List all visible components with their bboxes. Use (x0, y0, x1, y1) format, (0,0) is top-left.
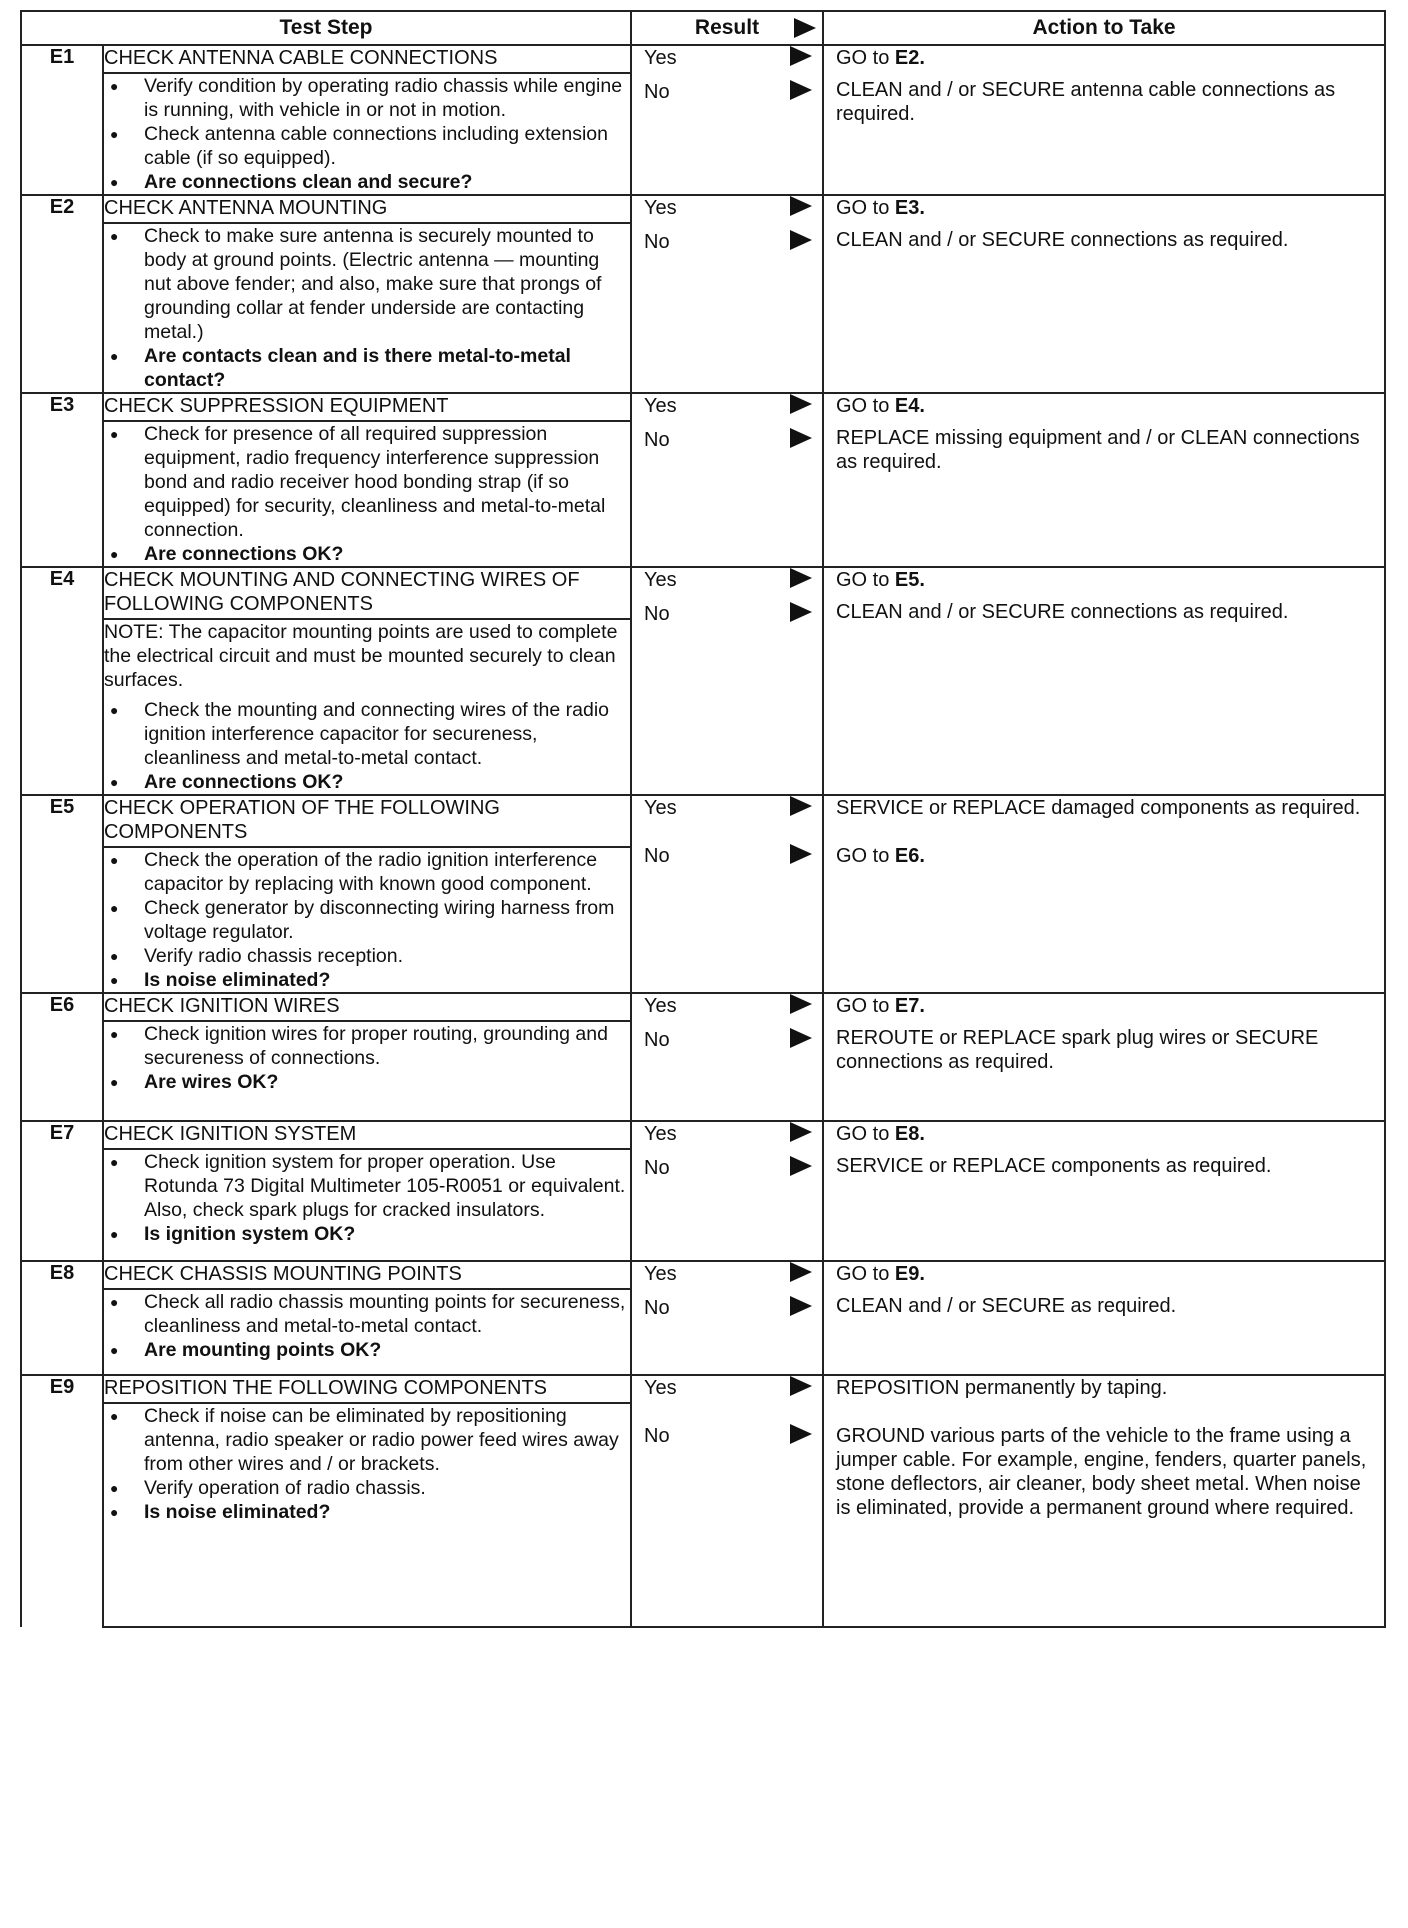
arrow-icon (790, 394, 812, 414)
result-no (632, 1028, 822, 1062)
action-yes (824, 1262, 1384, 1286)
step-body (103, 223, 631, 393)
action-no-text: CLEAN and / or SECURE antenna cable connections as required. (836, 79, 1336, 125)
step-question: ● Is ignition system OK? (104, 1222, 630, 1246)
action-yes-target: E2. (894, 47, 925, 69)
result-yes-label: Yes (644, 995, 677, 1017)
arrow-icon (790, 1424, 812, 1444)
arrow-icon (790, 602, 812, 622)
result-no-label: No (644, 1425, 670, 1447)
action-yes-text: GO to (836, 1263, 890, 1285)
action-cell (823, 195, 1385, 393)
action-no (824, 1154, 1384, 1178)
action-no-text: SERVICE or REPLACE components as required. (836, 1155, 1272, 1177)
result-no (632, 602, 822, 636)
step-id: E7 (21, 1121, 103, 1261)
arrow-icon (790, 844, 812, 864)
action-yes-target: E9. (894, 1263, 925, 1285)
result-no (632, 230, 822, 264)
result-cell (631, 993, 823, 1121)
result-no (632, 80, 822, 114)
action-yes (824, 394, 1384, 418)
action-yes (824, 1376, 1384, 1416)
result-cell (631, 393, 823, 567)
arrow-icon (790, 568, 812, 588)
list-item: ● Check for presence of all required suppression equipment, radio frequency interference suppression bond and radio receiver hood bonding strap (if so equipped) for security, cleanliness and metal-to-metal connection. (104, 422, 630, 542)
result-yes-label: Yes (644, 47, 677, 69)
action-yes-text: GO to (836, 197, 890, 219)
arrow-icon (794, 18, 816, 38)
step-head-row (21, 393, 1385, 421)
action-yes-text: GO to (836, 47, 890, 69)
result-yes (632, 1376, 822, 1424)
action-no (824, 1294, 1384, 1318)
result-no-label: No (644, 1297, 670, 1319)
step-head-row (21, 1375, 1385, 1403)
action-yes-target: E8. (894, 1123, 925, 1145)
action-yes-target: E4. (894, 395, 925, 417)
step-body (103, 73, 631, 195)
result-cell (631, 567, 823, 795)
result-no-label: No (644, 1029, 670, 1051)
action-no-text: REPLACE missing equipment and / or CLEAN connections as required. (836, 427, 1360, 473)
step-body (103, 1149, 631, 1261)
action-yes-text: GO to (836, 395, 890, 417)
step-head-row (21, 1121, 1385, 1149)
action-yes-target: E3. (894, 197, 925, 219)
action-cell (823, 1121, 1385, 1261)
result-cell (631, 1261, 823, 1375)
step-body (103, 847, 631, 993)
list-item: ● Verify operation of radio chassis. (104, 1476, 630, 1500)
result-no-label: No (644, 81, 670, 103)
action-cell (823, 993, 1385, 1121)
step-head-row (21, 195, 1385, 223)
result-yes (632, 994, 822, 1028)
result-yes-label: Yes (644, 1377, 677, 1399)
diagnostic-table (20, 10, 1386, 1628)
step-body (103, 1289, 631, 1375)
list-item: ● Verify radio chassis reception. (104, 944, 630, 968)
step-title: CHECK OPERATION OF THE FOLLOWING COMPONENTS (103, 795, 631, 847)
action-cell (823, 1261, 1385, 1375)
step-id: E6 (21, 993, 103, 1121)
action-cell (823, 567, 1385, 795)
arrow-icon (790, 1122, 812, 1142)
action-no (824, 844, 1384, 868)
step-head-row (21, 993, 1385, 1021)
list-item: ● Check ignition wires for proper routing, grounding and secureness of connections. (104, 1022, 630, 1070)
action-yes-target: E7. (894, 995, 925, 1017)
step-id: E3 (21, 393, 103, 567)
action-yes-target: E5. (894, 569, 925, 591)
result-yes (632, 394, 822, 428)
step-question: ● Is noise eliminated? (104, 1500, 630, 1524)
step-title: CHECK IGNITION SYSTEM (103, 1121, 631, 1149)
action-no (824, 1424, 1384, 1520)
action-no (824, 426, 1384, 474)
result-cell (631, 195, 823, 393)
result-no-label: No (644, 429, 670, 451)
result-yes-label: Yes (644, 395, 677, 417)
result-no-label: No (644, 845, 670, 867)
step-question: ● Are mounting points OK? (104, 1338, 630, 1362)
result-no (632, 1424, 822, 1458)
step-bullets (104, 422, 630, 566)
result-no-label: No (644, 1157, 670, 1179)
result-yes-label: Yes (644, 569, 677, 591)
list-item: ● Verify condition by operating radio chassis while engine is running, with vehicle in or not in motion. (104, 74, 630, 122)
step-id: E4 (21, 567, 103, 795)
step-head-row (21, 795, 1385, 847)
list-item: ● Check antenna cable connections including extension cable (if so equipped). (104, 122, 630, 170)
result-yes-label: Yes (644, 797, 677, 819)
step-bullets (104, 1022, 630, 1094)
action-yes-text: SERVICE or REPLACE damaged components as required. (836, 797, 1361, 819)
action-cell (823, 795, 1385, 993)
step-body (103, 1021, 631, 1121)
step-bullets (104, 698, 630, 794)
step-id: E1 (21, 45, 103, 195)
action-no (824, 228, 1384, 252)
arrow-icon (790, 1296, 812, 1316)
arrow-icon (790, 994, 812, 1014)
step-title: CHECK CHASSIS MOUNTING POINTS (103, 1261, 631, 1289)
action-yes (824, 994, 1384, 1018)
table-header-row (21, 11, 1385, 45)
arrow-icon (790, 428, 812, 448)
header-action: Action to Take (823, 11, 1385, 45)
action-yes-text: GO to (836, 995, 890, 1017)
step-bullets (104, 74, 630, 194)
step-id: E2 (21, 195, 103, 393)
step-question: ● Are connections OK? (104, 542, 630, 566)
result-yes-label: Yes (644, 1263, 677, 1285)
list-item: ● Check the operation of the radio ignition interference capacitor by replacing with known good component. (104, 848, 630, 896)
arrow-icon (790, 196, 812, 216)
result-yes (632, 796, 822, 844)
step-title: CHECK ANTENNA CABLE CONNECTIONS (103, 45, 631, 73)
step-body (103, 619, 631, 795)
list-item: ● Check the mounting and connecting wires of the radio ignition interference capacitor for secureness, cleanliness and metal-to-metal contact. (104, 698, 630, 770)
result-no (632, 1296, 822, 1330)
step-question: ● Is noise eliminated? (104, 968, 630, 992)
step-question: ● Are connections OK? (104, 770, 630, 794)
step-id: E9 (21, 1375, 103, 1627)
result-cell (631, 45, 823, 195)
arrow-icon (790, 80, 812, 100)
list-item: ● Check to make sure antenna is securely mounted to body at ground points. (Electric antenna — mounting nut above fender; and also, make sure that prongs of grounding collar at fender underside are contacting metal.) (104, 224, 630, 344)
action-yes (824, 568, 1384, 592)
result-yes-label: Yes (644, 1123, 677, 1145)
result-cell (631, 1375, 823, 1627)
result-no (632, 844, 822, 878)
step-bullets (104, 224, 630, 392)
header-result: Result (631, 11, 823, 45)
result-no (632, 1156, 822, 1190)
step-bullets (104, 1290, 630, 1362)
arrow-icon (790, 1028, 812, 1048)
header-test-step: Test Step (21, 11, 631, 45)
step-title: REPOSITION THE FOLLOWING COMPONENTS (103, 1375, 631, 1403)
step-question: ● Are connections clean and secure? (104, 170, 630, 194)
action-no-text: GO to (836, 845, 890, 867)
step-bullets (104, 848, 630, 992)
step-title: CHECK ANTENNA MOUNTING (103, 195, 631, 223)
step-title: CHECK MOUNTING AND CONNECTING WIRES OF FOLLOWING COMPONENTS (103, 567, 631, 619)
action-cell (823, 393, 1385, 567)
step-head-row (21, 1261, 1385, 1289)
action-no (824, 600, 1384, 624)
result-yes (632, 1262, 822, 1296)
step-head-row (21, 45, 1385, 73)
arrow-icon (790, 1156, 812, 1176)
action-no-text: GROUND various parts of the vehicle to the frame using a jumper cable. For example, engine, fenders, quarter panels, stone deflectors, air cleaner, body sheet metal. When noise is eliminated, provide a permanent ground where required. (836, 1425, 1367, 1519)
action-yes-text: REPOSITION permanently by taping. (836, 1377, 1168, 1399)
step-head-row (21, 567, 1385, 619)
action-yes (824, 46, 1384, 70)
result-yes (632, 568, 822, 602)
step-title: CHECK IGNITION WIRES (103, 993, 631, 1021)
arrow-icon (790, 46, 812, 66)
action-cell (823, 1375, 1385, 1627)
step-body (103, 421, 631, 567)
result-cell (631, 1121, 823, 1261)
result-no-label: No (644, 603, 670, 625)
action-yes (824, 1122, 1384, 1146)
step-note: NOTE: The capacitor mounting points are used to complete the electrical circuit and must be mounted securely to clean surfaces. (104, 621, 618, 691)
action-no-target: E6. (894, 845, 925, 867)
arrow-icon (790, 1376, 812, 1396)
action-yes (824, 796, 1384, 836)
action-no-text: CLEAN and / or SECURE connections as required. (836, 601, 1289, 623)
action-no (824, 78, 1384, 126)
action-no-text: CLEAN and / or SECURE as required. (836, 1295, 1177, 1317)
result-yes (632, 196, 822, 230)
result-no (632, 428, 822, 462)
action-yes-text: GO to (836, 1123, 890, 1145)
list-item: ● Check if noise can be eliminated by repositioning antenna, radio speaker or radio power feed wires away from other wires and / or brackets. (104, 1404, 630, 1476)
list-item: ● Check ignition system for proper operation. Use Rotunda 73 Digital Multimeter 105-R0051 or equivalent. Also, check spark plugs for cracked insulators. (104, 1150, 630, 1222)
step-bullets (104, 1404, 630, 1524)
action-no-text: REROUTE or REPLACE spark plug wires or SECURE connections as required. (836, 1027, 1319, 1073)
step-body (103, 1403, 631, 1627)
list-item: ● Check generator by disconnecting wiring harness from voltage regulator. (104, 896, 630, 944)
arrow-icon (790, 1262, 812, 1282)
arrow-icon (790, 230, 812, 250)
step-id: E8 (21, 1261, 103, 1375)
result-yes (632, 46, 822, 80)
action-yes (824, 196, 1384, 220)
step-title: CHECK SUPPRESSION EQUIPMENT (103, 393, 631, 421)
result-no-label: No (644, 231, 670, 253)
step-question: ● Are wires OK? (104, 1070, 630, 1094)
result-yes-label: Yes (644, 197, 677, 219)
action-cell (823, 45, 1385, 195)
action-no (824, 1026, 1384, 1074)
step-question: ● Are contacts clean and is there metal-to-metal contact? (104, 344, 630, 392)
step-bullets (104, 1150, 630, 1246)
result-cell (631, 795, 823, 993)
result-yes (632, 1122, 822, 1156)
arrow-icon (790, 796, 812, 816)
list-item: ● Check all radio chassis mounting points for secureness, cleanliness and metal-to-metal contact. (104, 1290, 630, 1338)
action-yes-text: GO to (836, 569, 890, 591)
step-id: E5 (21, 795, 103, 993)
action-no-text: CLEAN and / or SECURE connections as required. (836, 229, 1289, 251)
